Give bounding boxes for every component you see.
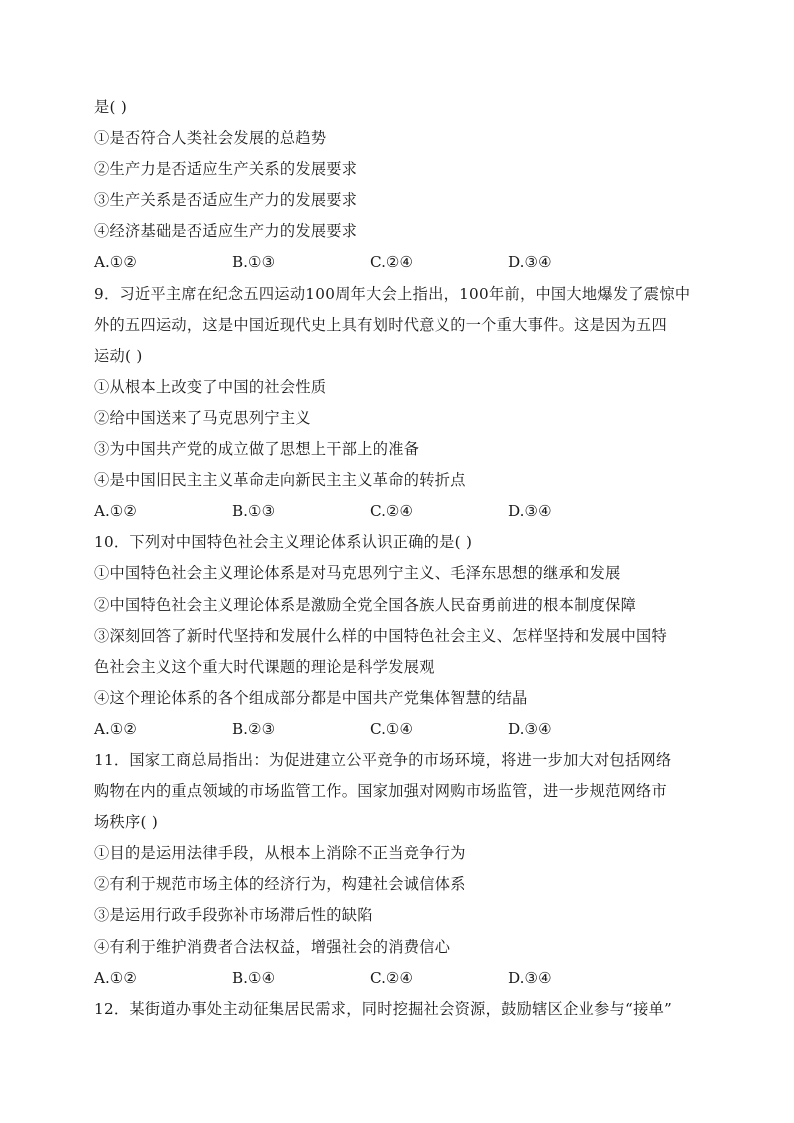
question-stem-continued: 是( ) bbox=[94, 98, 128, 116]
question-10-stem: 10．下列对中国特色社会主义理论体系认识正确的是( ) bbox=[94, 533, 473, 552]
question-item: ①是否符合人类社会发展的总趋势 bbox=[94, 129, 327, 148]
question-item: ②有利于规范市场主体的经济行为，构建社会诚信体系 bbox=[94, 875, 466, 894]
option-a: A.①② bbox=[94, 253, 138, 272]
option-c: C.②④ bbox=[370, 502, 414, 521]
option-b: B.①③ bbox=[232, 253, 276, 272]
option-a: A.①② bbox=[94, 719, 138, 738]
answer-options bbox=[94, 963, 706, 994]
question-item: ①目的是运用法律手段，从根本上消除不正当竞争行为 bbox=[94, 844, 466, 863]
question-item: ③深刻回答了新时代坚持和发展什么样的中国特色社会主义、怎样坚持和发展中国特 bbox=[94, 626, 668, 645]
option-c: C.②④ bbox=[370, 968, 414, 987]
option-c: C.②④ bbox=[370, 253, 414, 272]
question-item: ②给中国送来了马克思列宁主义 bbox=[94, 408, 311, 427]
question-11-stem: 11．国家工商总局指出：为促进建立公平竞争的市场环境，将进一步加大对包括网络 bbox=[94, 750, 672, 769]
question-item: ②生产力是否适应生产关系的发展要求 bbox=[94, 160, 358, 179]
question-item: 色社会主义这个重大时代课题的理论是科学发展观 bbox=[94, 657, 435, 676]
answer-options bbox=[94, 247, 706, 278]
question-item: ①从根本上改变了中国的社会性质 bbox=[94, 377, 327, 396]
question-item: ③是运用行政手段弥补市场滞后性的缺陷 bbox=[94, 906, 373, 925]
page-content bbox=[94, 92, 706, 1025]
option-d: D.③④ bbox=[508, 502, 552, 521]
option-b: B.①④ bbox=[232, 968, 276, 987]
option-d: D.③④ bbox=[508, 968, 552, 987]
option-b: B.①③ bbox=[232, 502, 276, 521]
option-a: A.①② bbox=[94, 968, 138, 987]
question-9-stem: 运动( ) bbox=[94, 346, 143, 365]
question-item: ②中国特色社会主义理论体系是激励全党全国各族人民奋勇前进的根本制度保障 bbox=[94, 595, 637, 614]
question-item: ④这个理论体系的各个组成部分都是中国共产党集体智慧的结晶 bbox=[94, 688, 528, 707]
option-d: D.③④ bbox=[508, 719, 552, 738]
question-9-stem: 外的五四运动，这是中国近现代史上具有划时代意义的一个重大事件。这是因为五四 bbox=[94, 315, 668, 334]
question-item: ①中国特色社会主义理论体系是对马克思列宁主义、毛泽东思想的继承和发展 bbox=[94, 564, 621, 583]
question-item: ④是中国旧民主主义革命走向新民主主义革命的转折点 bbox=[94, 471, 466, 490]
question-11-stem: 购物在内的重点领域的市场监管工作。国家加强对网购市场监管，进一步规范网络市 bbox=[94, 782, 668, 801]
answer-options bbox=[94, 496, 706, 527]
option-a: A.①② bbox=[94, 502, 138, 521]
question-item: ④经济基础是否适应生产力的发展要求 bbox=[94, 222, 358, 241]
option-b: B.②③ bbox=[232, 719, 276, 738]
question-item: ③为中国共产党的成立做了思想上干部上的准备 bbox=[94, 440, 420, 459]
option-d: D.③④ bbox=[508, 253, 552, 272]
question-9-stem: 9．习近平主席在纪念五四运动100周年大会上指出，100年前，中国大地爆发了震惊中 bbox=[94, 284, 691, 303]
option-c: C.①④ bbox=[370, 719, 414, 738]
question-12-stem: 12．某街道办事处主动征集居民需求，同时挖掘社会资源，鼓励辖区企业参与“接单” bbox=[94, 999, 673, 1018]
question-item: ④有利于维护消费者合法权益，增强社会的消费信心 bbox=[94, 937, 451, 956]
question-11-stem: 场秩序( ) bbox=[94, 813, 159, 832]
answer-options bbox=[94, 714, 706, 745]
question-item: ③生产关系是否适应生产力的发展要求 bbox=[94, 191, 358, 210]
